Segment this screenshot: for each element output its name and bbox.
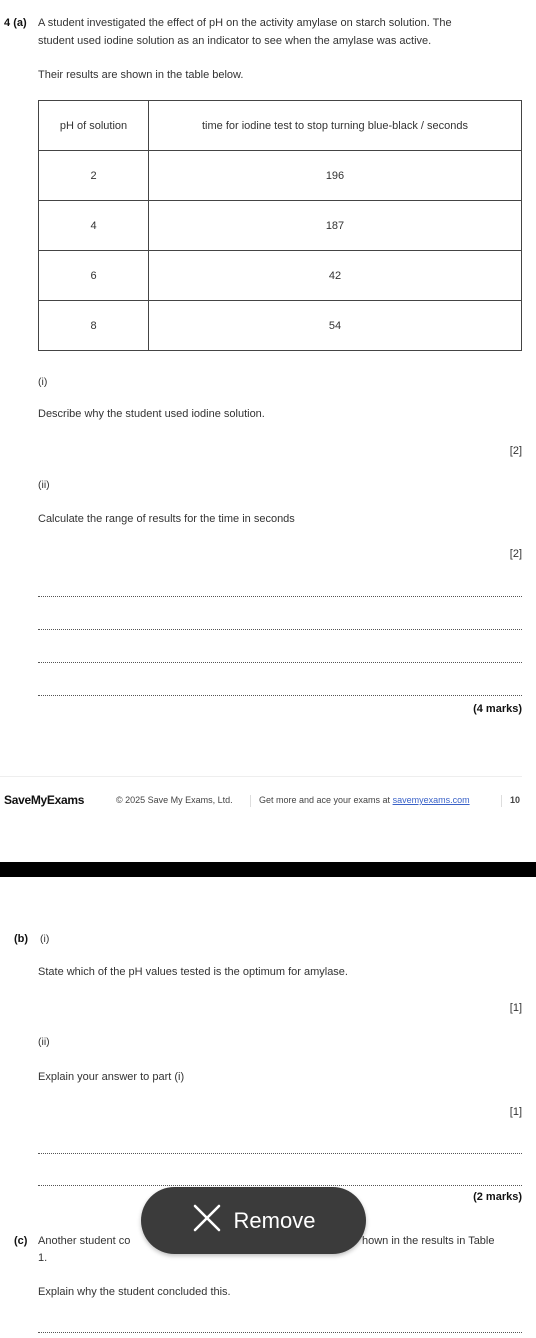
table-cell-ph: 4 [39, 201, 149, 251]
table-cell-time: 187 [149, 201, 522, 251]
question-number: 4 (a) [4, 17, 27, 29]
subpart-i-text: Describe why the student used iodine solution. [38, 408, 265, 420]
part-c-label: (c) [14, 1235, 28, 1247]
part-b-i-label: (i) [40, 933, 50, 945]
intro-line-1: A student investigated the effect of pH on the activity amylase on starch solution. The [38, 17, 452, 29]
close-icon [192, 1203, 222, 1238]
table-header-time: time for iodine test to stop turning blue-black / seconds [149, 101, 522, 151]
page-break-bar [0, 862, 536, 877]
footer-link[interactable]: savemyexams.com [392, 795, 470, 805]
table-cell-ph: 6 [39, 251, 149, 301]
subpart-ii-text: Calculate the range of results for the time in seconds [38, 513, 295, 525]
footer-divider [250, 795, 251, 807]
table-cell-ph: 2 [39, 151, 149, 201]
page-number: 10 [510, 795, 521, 805]
answer-line[interactable] [38, 1332, 522, 1333]
table-row [39, 201, 522, 251]
subpart-i-marks: [2] [509, 445, 522, 457]
table-row [39, 301, 522, 351]
remove-button[interactable] [141, 1187, 366, 1254]
answer-line[interactable] [38, 662, 522, 663]
part-c-prompt: Explain why the student concluded this. [38, 1286, 231, 1298]
answer-line[interactable] [38, 1153, 522, 1154]
footer-divider [501, 795, 502, 807]
answer-line[interactable] [38, 1185, 522, 1186]
results-intro: Their results are shown in the table below. [38, 69, 244, 81]
footer-divider [0, 776, 522, 777]
part-c-text-left: Another student co [38, 1235, 131, 1247]
part-b-ii-text: Explain your answer to part (i) [38, 1071, 185, 1083]
results-table [38, 100, 522, 351]
answer-line[interactable] [38, 629, 522, 630]
table-row [39, 151, 522, 201]
table-header-ph: pH of solution [39, 101, 149, 151]
table-row [39, 251, 522, 301]
part-c-text-right: hown in the results in Table [362, 1235, 495, 1247]
part-b-label: (b) [14, 933, 29, 945]
table-cell-ph: 8 [39, 301, 149, 351]
subpart-ii-label: (ii) [38, 479, 50, 491]
part-b-ii-marks: [1] [509, 1106, 522, 1118]
savemyexams-logo: SaveMyExams [4, 793, 85, 807]
part-b-i-marks: [1] [509, 1002, 522, 1014]
table-cell-time: 42 [149, 251, 522, 301]
table-cell-time: 196 [149, 151, 522, 201]
answer-line[interactable] [38, 695, 522, 696]
footer-copyright: © 2025 Save My Exams, Ltd. [116, 795, 233, 805]
remove-button-label: Remove [233, 1207, 316, 1233]
part-b-ii-label: (ii) [38, 1036, 50, 1048]
answer-line[interactable] [38, 596, 522, 597]
part-a-total-marks: (4 marks) [473, 703, 522, 715]
part-c-text-line2: 1. [38, 1252, 48, 1264]
subpart-ii-marks: [2] [509, 548, 522, 560]
part-b-i-text: State which of the pH values tested is the optimum for amylase. [38, 966, 348, 978]
intro-line-2: student used iodine solution as an indicator to see when the amylase was active. [38, 35, 432, 47]
subpart-i-label: (i) [38, 376, 48, 388]
table-cell-time: 54 [149, 301, 522, 351]
part-b-total-marks: (2 marks) [473, 1191, 522, 1203]
table-header-row [39, 101, 522, 151]
footer-cta: Get more and ace your exams at savemyexams.com [259, 795, 470, 805]
